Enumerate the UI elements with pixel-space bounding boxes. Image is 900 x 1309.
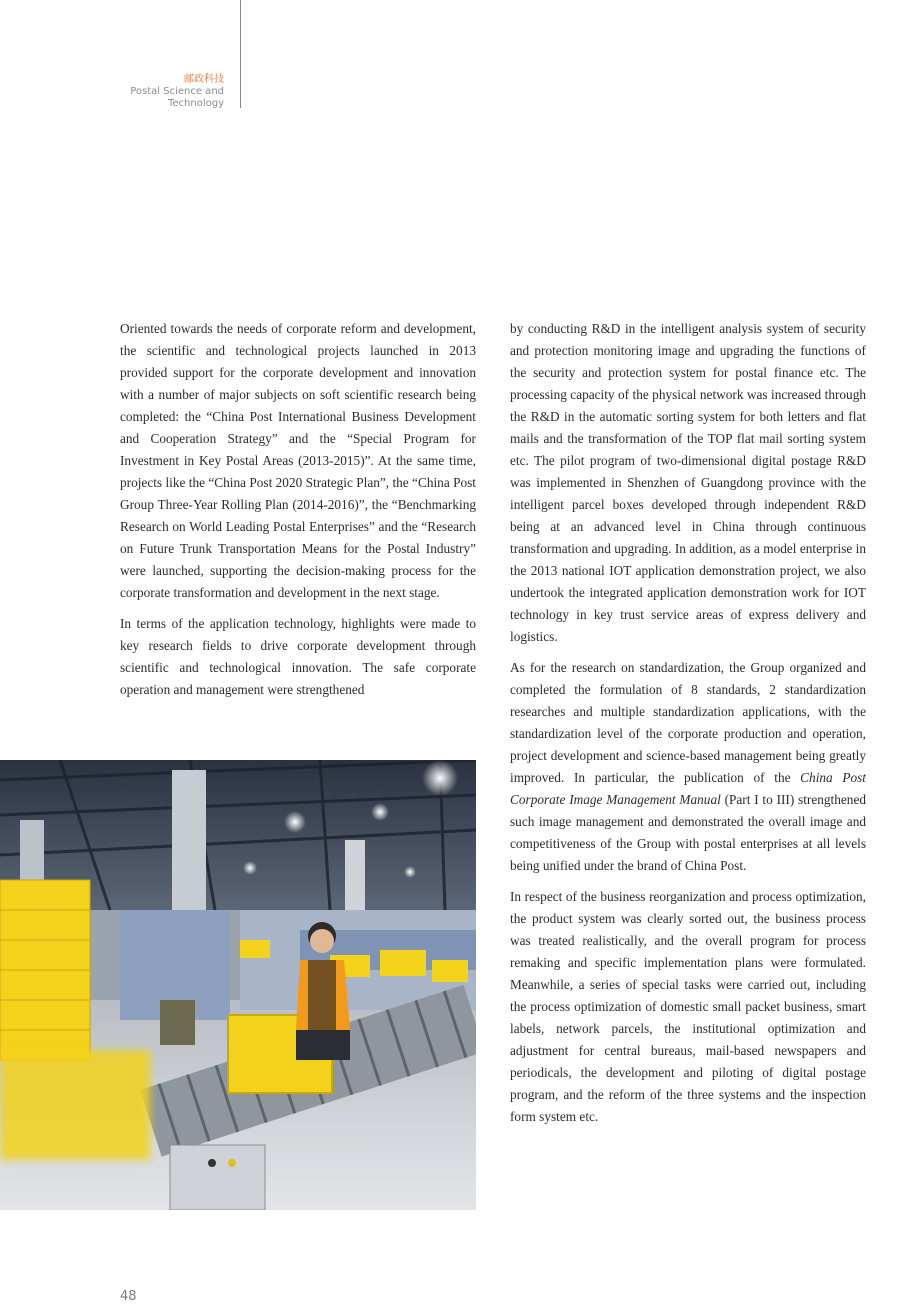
page-number: 48 xyxy=(120,1289,137,1304)
header-divider xyxy=(240,0,241,108)
left-paragraph-1: Oriented towards the needs of corporate reform and development, the scientific and technological projects launched in 2013 provided support for the corporate development and innovation with a number of major subjects on soft scientific research being completed: the “China Post International Business Development and Cooperation Strategy” and the “Special Program for Investment in Key Postal Areas (2013-2015)”. At the same time, projects like the “China Post 2020 Strategic Plan”, the “China Post Group Three-Year Rolling Plan (2014-2016)”, the “Benchmarking Research on World Leading Postal Enterprises” and the “Research on Future Trunk Transportation Means for the Postal Industry” were launched, supporting the decision-making process for the corporate transformation and development in the next stage. xyxy=(120,321,476,600)
paragraph-text: As for the research on standardization, the Group organized and completed the formulation of 8 standards, 2 standardization researches and multiple standardization applications, with the standardization level of the corporate production and operation, project development and science-based management being greatly improved. In particular, the publication of the xyxy=(510,660,866,785)
left-paragraph-2: In terms of the application technology, highlights were made to key research fields to drive corporate development through scientific and technological innovation. The safe corporate operation and management were strengthened xyxy=(120,616,476,697)
section-title-en: Postal Science and Technology xyxy=(130,86,224,109)
sorting-center-photo xyxy=(0,760,476,1210)
right-paragraph-3: In respect of the business reorganization and process optimization, the product system was clearly sorted out, the business process was treated realistically, and the overall program for process remaking and specific implementation plans were formulated. Meanwhile, a series of special tasks were carried out, including the process optimization of domestic small packet business, smart labels, network parcels, the institutional optimization and adjustment for central bureaus, mail-based newspapers and periodicals, the development and piloting of digital postage program, and the reform of the three systems and the inspection form system etc. xyxy=(510,889,866,1124)
right-paragraph-2 xyxy=(510,657,866,877)
section-title-cn: 邮政科技 xyxy=(184,74,224,85)
left-text-column xyxy=(120,318,476,710)
right-paragraph-1: by conducting R&D in the intelligent analysis system of security and protection monitoring image and upgrading the functions of the security and protection system for postal finance etc. The processing capacity of the physical network was increased through the R&D in the automatic sorting system for both letters and flat mails and the transformation of the TOP flat mail sorting system etc. The pilot program of two-dimensional digital postage R&D was implemented in Shenzhen of Guangdong province with the intelligent parcel boxes developed through independent R&D being at an advanced level in China through continuous transformation and upgrading. In addition, as a model enterprise in the 2013 national IOT application demonstration project, we also undertook the integrated application demonstration work for IOT technology in key trust service areas of express delivery and logistics. xyxy=(510,321,866,644)
publication-title: China Post Corporate Image Management Manual xyxy=(510,770,866,807)
paragraph-text: (Part I to III) strengthened such image management and demonstrated the overall image and competitiveness of the Group with postal enterprises at all levels being unified under the brand of China Post. xyxy=(510,792,867,873)
right-text-column xyxy=(510,318,866,1137)
